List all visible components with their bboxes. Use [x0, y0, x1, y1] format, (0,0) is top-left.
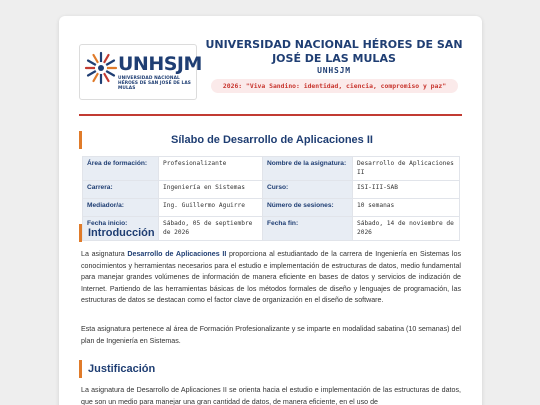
logo-subtitle: UNIVERSIDAD NACIONAL HÉROES DE SAN JOSÉ DE LAS MULAS — [118, 76, 191, 92]
syllabus-page — [59, 16, 482, 405]
logo-wordmark: UNHSJM — [118, 53, 202, 75]
code-label: Curso: — [263, 181, 353, 199]
introduction-paragraph — [81, 249, 461, 307]
introduction-heading: Introducción — [79, 224, 462, 242]
intro-text-start: La asignatura — [81, 250, 128, 258]
mediator-label: Mediador/a: — [83, 199, 159, 217]
university-name: UNIVERSIDAD NACIONAL HÉROES DE SAN JOSÉ DE LAS MULAS — [205, 38, 463, 65]
header-divider — [79, 114, 462, 116]
start-date-label: Fecha inicio: — [83, 217, 159, 241]
university-logo — [79, 44, 202, 100]
career-label: Carrera: — [83, 181, 159, 199]
justification-paragraph: La asignatura de Desarrollo de Aplicaciones II se orienta hacia el estudio e implementación de las estructuras de datos, que son un medio para manejar una gran cantidad de datos, de manera eficiente, en el uso de — [81, 386, 461, 405]
table-row — [83, 157, 460, 181]
sessions-value: 10 semanas — [353, 199, 460, 217]
syllabus-title-bar — [79, 131, 462, 149]
university-abbreviation: UNHSJM — [317, 66, 351, 75]
end-date-value: Sábado, 14 de noviembre de 2026 — [353, 217, 460, 241]
start-date-value: Sábado, 05 de septiembre de 2026 — [159, 217, 263, 241]
area-value: Profesionalizante — [159, 157, 263, 181]
area-label: Área de formación: — [83, 157, 159, 181]
course-label: Nombre de la asignatura: — [263, 157, 353, 181]
table-row — [83, 199, 460, 217]
motto-badge: 2026: "Viva Sandino: identidad, ciencia, compromiso y paz" — [211, 79, 458, 93]
code-value: ISI-III-SAB — [353, 181, 460, 199]
sessions-label: Número de sesiones: — [263, 199, 353, 217]
table-row — [83, 181, 460, 199]
mediator-value: Ing. Guillermo Aguirre — [159, 199, 263, 217]
intro-text-rest: proporciona al estudiantado de la carrera de Ingeniería en Sistemas los conocimientos y herramientas necesarios para el estudio e implementación de estructuras de datos, medio fundamental para manejar grandes volúmenes de información de manera eficiente en bases de datos y servicios de indización de Internet. Partiendo de las herramientas básicas de los métodos formales de diseño y lenguajes de programación, las estructuras de datos se destacan como el factor clave de organización en el diseño de software. — [81, 250, 461, 304]
career-value: Ingeniería en Sistemas — [159, 181, 263, 199]
introduction-paragraph-2: Esta asignatura pertenece al área de Formación Profesionalizante y se imparte en modalidad sabatina (10 semanas) del plan de Ingeniería en Sistemas. — [81, 325, 461, 345]
sunburst-logo-icon — [84, 51, 118, 85]
end-date-label: Fecha fin: — [263, 217, 353, 241]
justification-heading: Justificación — [79, 360, 462, 378]
intro-course-name: Desarrollo de Aplicaciones II — [127, 250, 227, 258]
course-value: Desarrollo de Aplicaciones II — [353, 157, 460, 181]
page-title: Sílabo de Desarrollo de Aplicaciones II — [171, 134, 373, 146]
